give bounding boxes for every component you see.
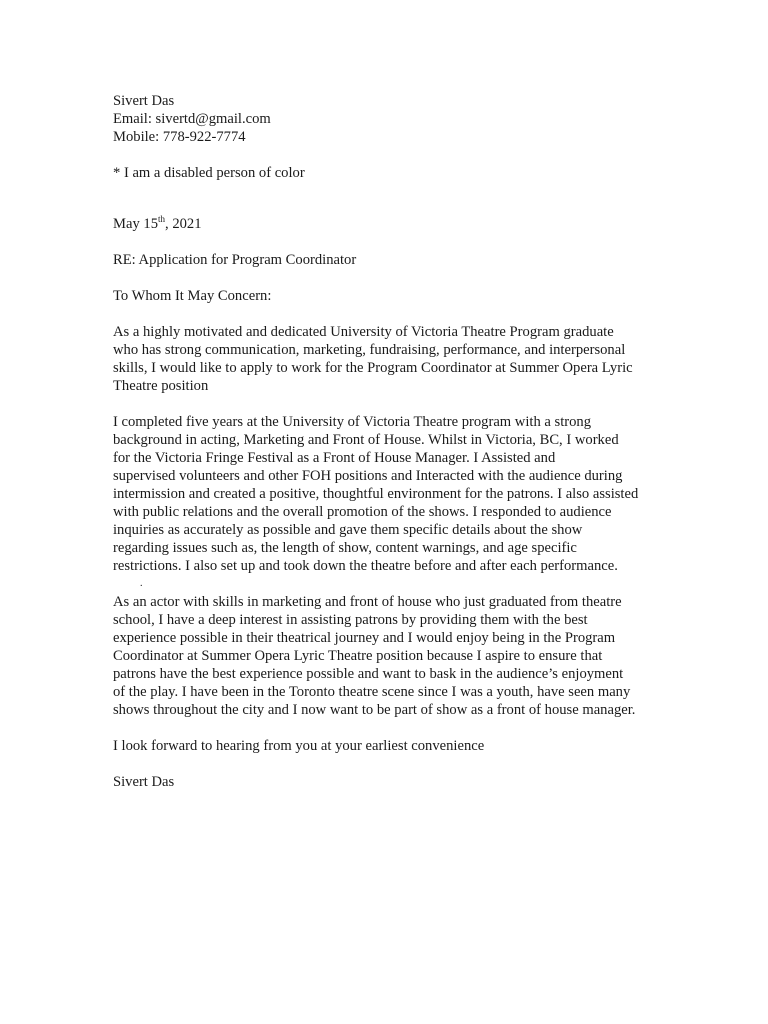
paragraph-experience: I completed five years at the University of Victoria Theatre program with a strong background in acting, Marketing and Front of House. Whilst in Victoria, BC, I worked for the Victoria Fringe Festival as a Front of House Manager. I Assisted and supervised volunteers and other FOH positions and Interacted with the audience during intermission and created a positive, thoughtful environment for the patrons. I also assisted with public relations and the overall promotion of the shows. I responded to audience inquiries as accurately as possible and gave them specific details about the show regarding issues such as, the length of show, content warnings, and age specific restrictions. I also set up and took down the theatre before and after each performance.	[113, 414, 639, 574]
sender-mobile: Mobile: 778-922-7774	[113, 129, 246, 145]
paragraph-motivation: As an actor with skills in marketing and front of house who just graduated from theatre school, I have a deep interest in assisting patrons by providing them with the best experience possible in their theatrical journey and I would enjoy being in the Program Coordinator at Summer Opera Lyric Theatre position because I aspire to ensure that patrons have the best experience possible and want to bask in the audience’s enjoyment of the play. I have been in the Toronto theatre scene since I was a youth, have seen many shows throughout the city and I now want to be part of show as a front of house manager.	[113, 594, 636, 718]
date-prefix: May 15	[113, 216, 158, 232]
sender-name: Sivert Das	[113, 93, 175, 109]
closing-line: I look forward to hearing from you at your earliest convenience	[113, 738, 485, 754]
salutation: To Whom It May Concern:	[113, 288, 272, 304]
cover-letter	[113, 92, 673, 791]
date-suffix: th	[158, 214, 166, 224]
stray-mark: .	[140, 578, 143, 589]
letter-date	[113, 215, 673, 233]
paragraph-intro: As a highly motivated and dedicated University of Victoria Theatre Program graduate who has strong communication, marketing, fundraising, performance, and interpersonal skills, I would like to apply to work for the Program Coordinator at Summer Opera Lyric Theatre position	[113, 324, 633, 394]
spacer	[113, 146, 673, 164]
date-rest: , 2021	[165, 216, 202, 232]
spacer	[113, 182, 673, 215]
sender-block	[113, 92, 673, 146]
sender-email: Email: sivertd@gmail.com	[113, 111, 271, 127]
sender-note: * I am a disabled person of color	[113, 165, 305, 181]
signature: Sivert Das	[113, 774, 175, 790]
subject-line: RE: Application for Program Coordinator	[113, 252, 357, 268]
